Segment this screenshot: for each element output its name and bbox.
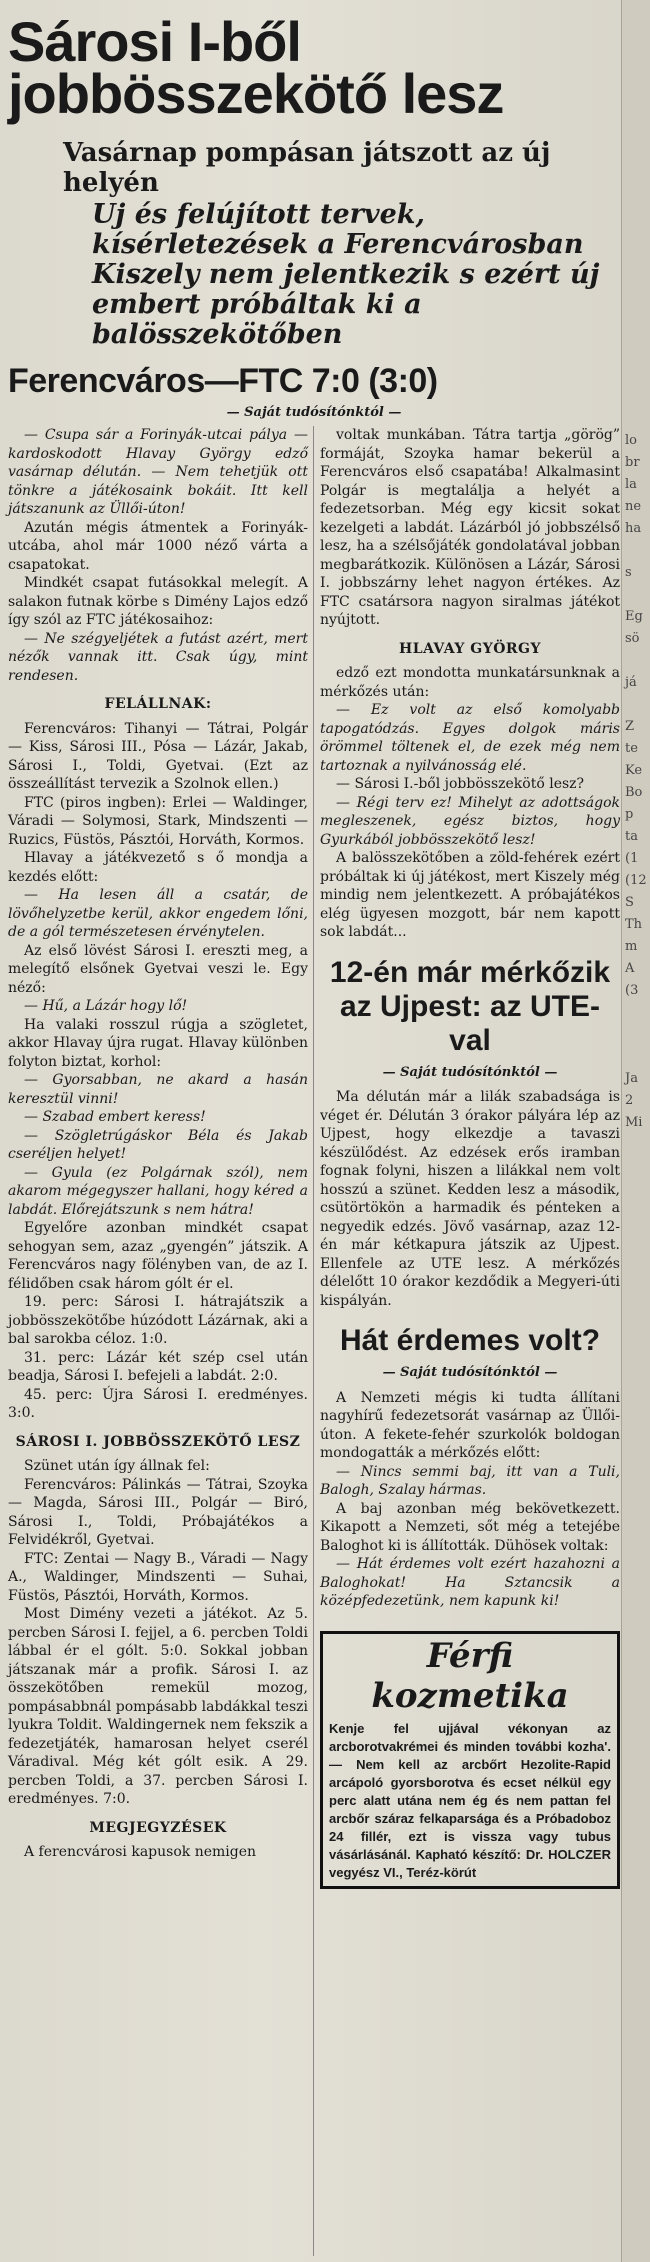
margin-fragment: Ja xyxy=(625,1071,638,1086)
margin-fragment xyxy=(622,1134,650,1156)
article-headline-erdemes: Hát érdemes volt? xyxy=(339,1324,601,1357)
margin-fragment: m xyxy=(625,939,638,954)
margin-fragment: la xyxy=(625,477,637,492)
paragraph: 19. perc: Sárosi I. hátrajátszik a jobbösszekötőbe húzódott Lázárnak, aki a bal sarokba céloz. 1:0. xyxy=(8,1294,308,1347)
paragraph: — Hát érdemes volt ezért hazahozni a Baloghokat! Ha Sztancsik a középfedezetünk, nem kapunk ki! xyxy=(320,1556,620,1609)
paragraph: Azután mégis átmentek a Forinyák-utcába, ahol már 1000 néző várta a csapatokat. xyxy=(8,519,308,573)
paragraph: Az első lövést Sárosi I. ereszti meg, a melegítő elsőnek Gyetvai veszi le. Egy néző: xyxy=(8,942,308,996)
paragraph: 31. perc: Lázár két szép csel után beadja, Sárosi I. befejeli a labdát. 2:0. xyxy=(8,1349,308,1384)
column-right xyxy=(320,426,620,1889)
margin-fragment: Bo xyxy=(625,785,643,800)
margin-fragment: ne xyxy=(625,499,642,514)
margin-fragment: te xyxy=(625,741,638,756)
paragraph: Most Dimény vezeti a játékot. Az 5. percben Sárosi I. fejjel, a 6. percben Toldi lábbal ér el gólt. 5:0. Sokkal jobban játszanak már a profik. Sárosi I. az összekötőben remekül mozog, pompásabbnál pompásabb labdákkal teszi lyukra Toldit. Waldingernek nem fekszik a fedezetjáték, hamarosan helyet cserél Váradival. Még két gólt esik. A 29. percben Toldi, a 37. percben Sárosi I. eredményes. 7:0. xyxy=(8,1606,308,1807)
margin-fragment: (1 xyxy=(625,851,639,866)
margin-fragment: Z xyxy=(625,719,635,734)
margin-fragment xyxy=(622,1024,650,1046)
margin-fragment: ta xyxy=(625,829,638,844)
paragraph: Egyelőre azonban mindkét csapat sehogyan sem, azaz „gyengén” játszik. A Ferencváros nagy fölényben van, de az I. félidőben csak három gólt ér el. xyxy=(8,1220,308,1292)
margin-fragment xyxy=(622,694,650,716)
article-headline-ujpest: 12-én már mérkőzik az Ujpest: az UTE-val xyxy=(329,955,611,1057)
paragraph: Ferencváros: Pálinkás — Tátrai, Szoyka — Magda, Sárosi III., Polgár — Biró, Sárosi I., Toldi, Próbajátékos a Felvidékről, Gyetvai. xyxy=(8,1476,308,1548)
paragraph: — Gyorsabban, ne akard a hasán keresztül vinni! xyxy=(8,1072,308,1107)
margin-fragment: A xyxy=(625,961,635,976)
margin-fragment: Ke xyxy=(625,763,643,778)
paragraph: — Nincs semmi baj, itt van a Tuli, Balogh, Szalay hármas. xyxy=(320,1463,620,1498)
margin-fragment: Eg xyxy=(625,609,643,624)
paragraph: Ferencváros: Tihanyi — Tátrai, Polgár — Kiss, Sárosi III., Pósa — Lázár, Jakab, Sárosi I., Toldi, Gyetvai. (Ezt az összeállítást tervezik a Szolnok ellen.) xyxy=(8,720,308,792)
margin-fragment xyxy=(622,540,650,562)
paragraph: Ha valaki rosszul rúgja a szögletet, akkor Hlavay újra rugat. Hlavay különben folyton biztat, korhol: xyxy=(8,1016,308,1070)
paragraph: FTC (piros ingben): Erlei — Waldinger, Váradi — Solymosi, Stark, Mindszenti — Ruzics, Füstös, Pásztói, Horváth, Kormos. xyxy=(8,794,308,848)
headline: Sárosi I-ből jobbösszekötő lesz xyxy=(8,10,504,125)
ad-title: Férfi kozmetika xyxy=(371,1635,569,1716)
paragraph: A ferencvárosi kapusok nemigen xyxy=(24,1844,257,1860)
margin-fragment: p xyxy=(625,807,634,822)
margin-fragment: sö xyxy=(625,631,640,646)
margin-fragment xyxy=(622,650,650,672)
paragraph: 45. perc: Újra Sárosi I. eredményes. 3:0. xyxy=(8,1386,308,1421)
margin-fragment: S xyxy=(625,895,634,910)
margin-fragment: ha xyxy=(625,521,642,536)
paragraph: — Ha lesen áll a csatár, de lövőhelyzetbe kerül, akkor engedem lőni, de a gól természetesen érvénytelen. xyxy=(8,887,308,940)
section-heading-hlavay: HLAVAY GYÖRGY xyxy=(399,640,541,657)
byline: — Saját tudósítónktól — xyxy=(226,405,402,420)
column-left xyxy=(8,426,308,1889)
margin-fragment xyxy=(622,584,650,606)
section-heading-felallnak: FELÁLLNAK: xyxy=(104,696,212,712)
margin-fragment xyxy=(622,1002,650,1024)
deck-text: Uj és felújított tervek, kísérletezések a Ferencvárosban Kiszely nem jelentkezik s ezért új embert próbáltak ki a balösszekötőben xyxy=(92,199,600,350)
column-divider xyxy=(313,426,314,2256)
paragraph: — Ez volt az első komolyabb tapogatódzás. Egyes dolgok máris örömmel töltenek el, de ezek még nem tartoznak a nyilvánosság elé. xyxy=(320,702,620,774)
paragraph: voltak munkában. Tátra tartja „görög” formáját, Szoyka hamar bekerül a Ferencváros első csapatába! Alkalmasint Polgár is megtalálja a helyét a fedezetsorban. Még egy kicsit sokat kezelgeti a labdát. Lázárból jó jobbszélső lesz, ha a szélsőjáték gondolatával jobban megbarátkozik. Különösen a Lázár, Sárosi I. jobbszárny lehet nagyon értékes. Az FTC csatársora nagyon siralmas játékot nyújtott. xyxy=(320,427,620,628)
section-heading-megjegyzesek: MEGJEGYZÉSEK xyxy=(89,1819,227,1836)
paragraph: Szünet után így állnak fel: xyxy=(24,1458,210,1474)
paragraph: Hlavay a játékvezető s ő mondja a kezdés előtt: xyxy=(8,850,308,885)
paragraph: — Hű, a Lázár hogy lő! xyxy=(24,998,188,1014)
paragraph: A Nemzeti mégis ki tudta állítani nagyhírű fedezetsorát vasárnap az Üllői-úton. A fekete-fehér szurkolók boldogan mondogatták a mérkőzés előtt: xyxy=(320,1389,620,1461)
paragraph: — Szabad embert keress! xyxy=(24,1109,206,1125)
margin-fragment: 2 xyxy=(625,1093,634,1108)
paragraph: — Szögletrúgáskor Béla és Jakab cseréljen helyet! xyxy=(8,1127,308,1162)
article xyxy=(8,0,620,1889)
byline-erdemes: — Saját tudósítónktól — xyxy=(382,1365,558,1380)
margin-fragment: lo xyxy=(625,433,637,448)
score-line: Ferencváros—FTC 7:0 (3:0) xyxy=(8,362,438,400)
paragraph: A baj azonban még bekövetkezett. Kikapott a Nemzeti, sőt még a tetejébe Baloghot ki is állították. Dühösek voltak: xyxy=(320,1500,620,1554)
paragraph: — Régi terv ez! Mihelyt az adottságok megleszenek, egész biztos, hogy Gyurkából jobbösszekötő lesz! xyxy=(320,794,620,848)
margin-fragment: (3 xyxy=(625,983,639,998)
paragraph: Ma délután már a lilák szabadsága is véget ér. Délután 3 órakor pályára lép az Ujpest, hogy elkezdje a tavaszi készülődést. Az edzések erős iramban fognak folyni, hiszen a lilákkal nem volt hosszú a szünet. Kedden lesz a második, csütörtökön a harmadik és pénteken a negyedik edzés. Jövő vasárnap, azaz 12-én már kétkapura játszik az Ujpest. Ellenfele az UTE lesz. A mérkőzés délelőtt 10 órakor kezdődik a Megyeri-úti kispályán. xyxy=(320,1089,620,1309)
margin-fragment: Mi xyxy=(625,1115,643,1130)
article-columns xyxy=(8,426,620,1889)
paragraph: — Sárosi I.-ből jobbösszekötő lesz? xyxy=(336,776,585,792)
paragraph: — Gyula (ez Polgárnak szól), nem akarom mégegyszer hallani, hogy kéred a labdát. Előrejátszunk s nem hátra! xyxy=(8,1164,308,1218)
paragraph: Mindkét csapat futásokkal melegít. A salakon futnak körbe s Dimény Lajos edző így szól az FTC játékosaihoz: xyxy=(8,575,308,628)
paragraph: FTC: Zentai — Nagy B., Váradi — Nagy A., Waldinger, Mindszenti — Suhai, Füstös, Pásztói, Horváth, Kormos. xyxy=(8,1550,308,1604)
margin-fragment xyxy=(622,1046,650,1068)
margin-fragment: s xyxy=(625,565,632,580)
subheadline: Vasárnap pompásan játszott az új helyén xyxy=(63,138,551,198)
margin-fragment: br xyxy=(625,455,640,470)
margin-fragment: Th xyxy=(625,917,643,932)
section-heading-sarosi: SÁROSI I. JOBBÖSSZEKÖTŐ LESZ xyxy=(15,1433,301,1450)
advertisement xyxy=(320,1631,620,1889)
paragraph: — Csupa sár a Forinyák-utcai pálya — kardoskodott Hlavay György edző vasárnap délután. — Nem tehetjük ott tönkre a játékosaink bokáit. Itt kell játszanunk az Üllői-úton! xyxy=(8,427,308,517)
byline-ujpest: — Saját tudósítónktól — xyxy=(382,1064,558,1080)
paragraph: edző ezt mondotta munkatársunknak a mérkőzés után: xyxy=(320,665,620,700)
paragraph: A balösszekötőben a zöld-fehérek ezért próbáltak ki új játékost, mert Kiszely még mindig nem jelentkezett. A próbajátékos elég ügyesen mozgott, bár nem kapott sok labdát... xyxy=(320,850,620,940)
margin-fragment: já xyxy=(625,675,637,690)
margin-fragment xyxy=(622,1156,650,1178)
ad-body: Kenje fel ujjával vékonyan az arcborotvakrémei és minden további kozha'. — Nem kell az arcbőrt Hezolite-Rapid arcápoló gyorsborotva és ecset nélkül egy perc alatt utána nem ég és nem pattan fel arcbőr száraz felkaparsága és a Próbadoboz 24 fillér, ezt is vissza vagy tubus vásárlásánál. Kapható készítő: Dr. HOLCZER vegyész VI., Teréz-körút xyxy=(329,1720,611,1880)
paragraph: — Ne szégyeljétek a futást azért, mert nézők vannak itt. Csak úgy, mint rendesen. xyxy=(8,630,308,684)
margin-fragment: (12 xyxy=(625,873,647,888)
adjacent-column-edge xyxy=(621,0,650,2262)
